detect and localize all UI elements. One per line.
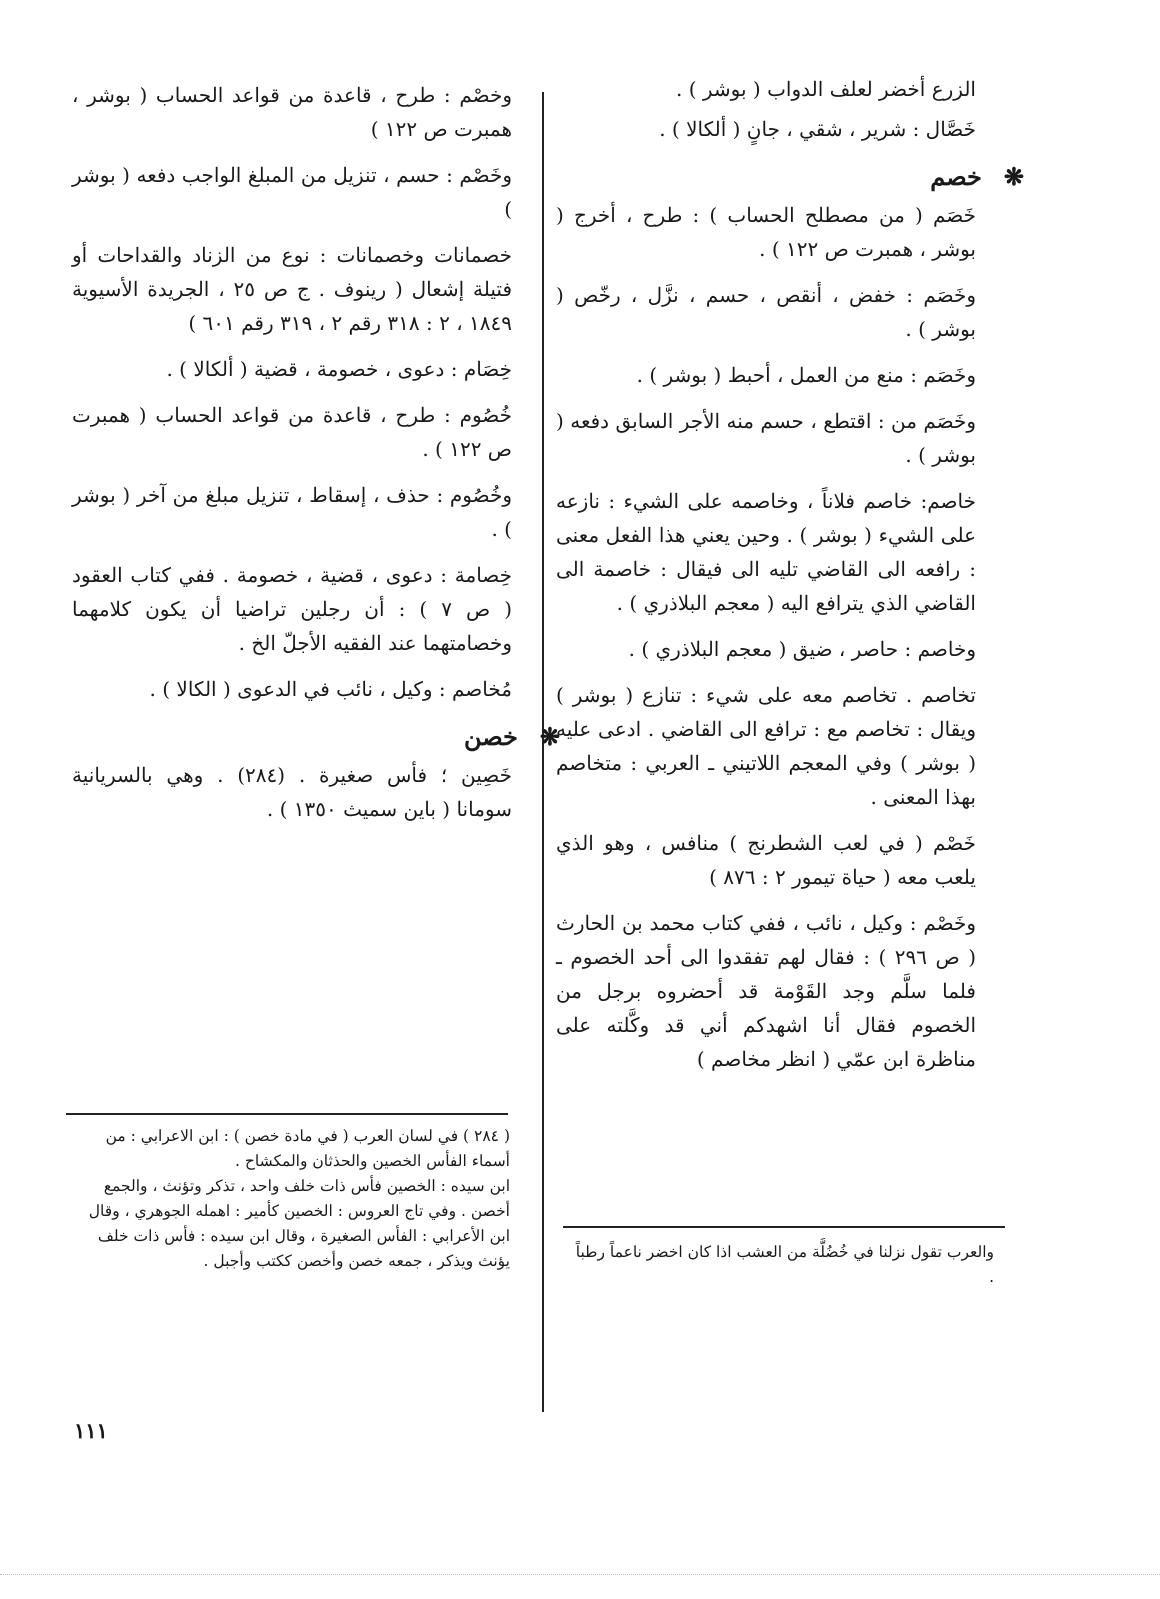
root-heading — [556, 160, 1024, 194]
entry-text: خَصَم ( من مصطلح الحساب ) : طرح ، أخرج ( بوشر ، همبرت ص ١٢٢ ) . — [556, 203, 976, 261]
entry-text: وخَصَم : خفض ، أنقص ، حسم ، نزَّل ، رخّص ( بوشر ) . — [556, 283, 976, 341]
asterism-icon: ❋ — [539, 722, 560, 751]
entry-text: مُخاصم : وكيل ، نائب في الدعوى ( الكالا ) . — [149, 677, 512, 701]
entry-text: خِصامة : دعوى ، قضية ، خصومة . ففي كتاب العقود ( ص ٧ ) : أن رجلين تراضيا أن يكون كلامهما وخصامتهما عند الفقيه الأجلّ الخ . — [72, 563, 512, 655]
entry-text: وخَصَم من : اقتطع ، حسم منه الأجر السابق دفعه ( بوشر ) . — [556, 409, 976, 467]
root-heading-text: خصم — [930, 162, 982, 191]
entry-text: خَصَّال : شرير ، شقي ، جانٍ ( ألكالا ) . — [659, 117, 976, 141]
entry-text: وخَصَم : منع من العمل ، أحبط ( بوشر ) . — [636, 363, 976, 387]
footnote-rule — [563, 1226, 1005, 1228]
entry-text: وخَصْم : وكيل ، نائب ، ففي كتاب محمد بن الحارث ( ص ٢٩٦ ) : فقال لهم تفقدوا الى أحد الخصوم ـ فلما سلَّم وجد القَوْمة قد أحضروه برجل من الخصوم فقال أنا اشهدكم أني قد وكَّلته على مناظرة ابن عمّي ( انظر مخاصم ) — [556, 911, 976, 1071]
footnote-text: ( ٢٨٤ ) في لسان العرب ( في مادة خصن ) : ابن الاعرابي : من أسماء الفأس الخصين والحذثان والمكشاح . ابن سيده : الخصين فأس ذات خلف واحد ، تذكر وتؤنث ، والجمع أخصن . وفي تاج العروس : الخصين كأمير : اهمله الجوهري ، وقال ابن الأعرابي : الفأس الصغيرة ، وقال ابن سيده : فأس ذات خلف يؤنث ويذكر ، جمعه خصن وأخصن ككتب وأجبل . — [88, 1127, 510, 1270]
root-heading — [72, 720, 560, 754]
right-column — [556, 72, 1024, 1088]
entry-text: تخاصم . تخاصم معه على شيء : تنازع ( بوشر ) ويقال : تخاصم مع : ترافع الى القاضي . ادعى عليه ( بوشر ) وفي المعجم اللاتيني ـ العربي : متخاصم بهذا المعنى . — [556, 683, 976, 809]
entry-text: خِصَام : دعوى ، خصومة ، قضية ( ألكالا ) . — [166, 357, 512, 381]
page-number: ١١١ — [74, 1418, 108, 1443]
footnote-text: والعرب تقول نزلنا في خُضُلَّة من العشب اذا كان اخضر ناعماً رطباً . — [575, 1243, 994, 1286]
scan-edge-line — [0, 1574, 1160, 1576]
asterism-icon: ❋ — [1003, 162, 1024, 191]
entry-text: وخُصُوم : حذف ، إسقاط ، تنزيل مبلغ من آخر ( بوشر ) . — [72, 483, 512, 541]
entry-text: وخَصْم : حسم ، تنزيل من المبلغ الواجب دفعه ( بوشر ) — [72, 163, 512, 221]
entry-text: خَصِين ؛ فأس صغيرة . (٢٨٤) . وهي بالسريانية سومانا ( باين سميث ١٣٥٠ ) . — [72, 763, 512, 821]
entry-text: خصمانات وخصمانات : نوع من الزناد والقداحات أو فتيلة إشعال ( رينوف . ج ص ٢٥ ، الجريدة الأسيوية ١٨٤٩ ، ٢ : ٣١٨ رقم ٢ ، ٣١٩ رقم ٦٠١ ) — [72, 243, 513, 335]
entry-text: الزرع أخضر لعلف الدواب ( بوشر ) . — [676, 77, 976, 101]
entry-text: خُصُوم : طرح ، قاعدة من قواعد الحساب ( همبرت ص ١٢٢ ) . — [72, 403, 512, 461]
left-column — [72, 78, 560, 838]
entry-text: خَصْم ( في لعب الشطرنج ) منافس ، وهو الذي يلعب معه ( حياة تيمور ٢ : ٨٧٦ ) — [556, 831, 976, 889]
footnote-rule — [66, 1113, 508, 1115]
entry-text: وخصْم : طرح ، قاعدة من قواعد الحساب ( بوشر ، همبرت ص ١٢٢ ) — [72, 83, 512, 141]
root-heading-text: خصن — [463, 722, 518, 751]
entry-text: خاصم: خاصم فلاناً ، وخاصمه على الشيء : نازعه على الشيء ( بوشر ) . وحين يعني هذا الفعل معنى : رافعه الى القاضي تليه الى فيقال : خاصمة الى القاضي الذي يترافع اليه ( معجم البلاذري ) . — [556, 489, 976, 615]
entry-text: وخاصم : حاصر ، ضيق ( معجم البلاذري ) . — [628, 637, 976, 661]
